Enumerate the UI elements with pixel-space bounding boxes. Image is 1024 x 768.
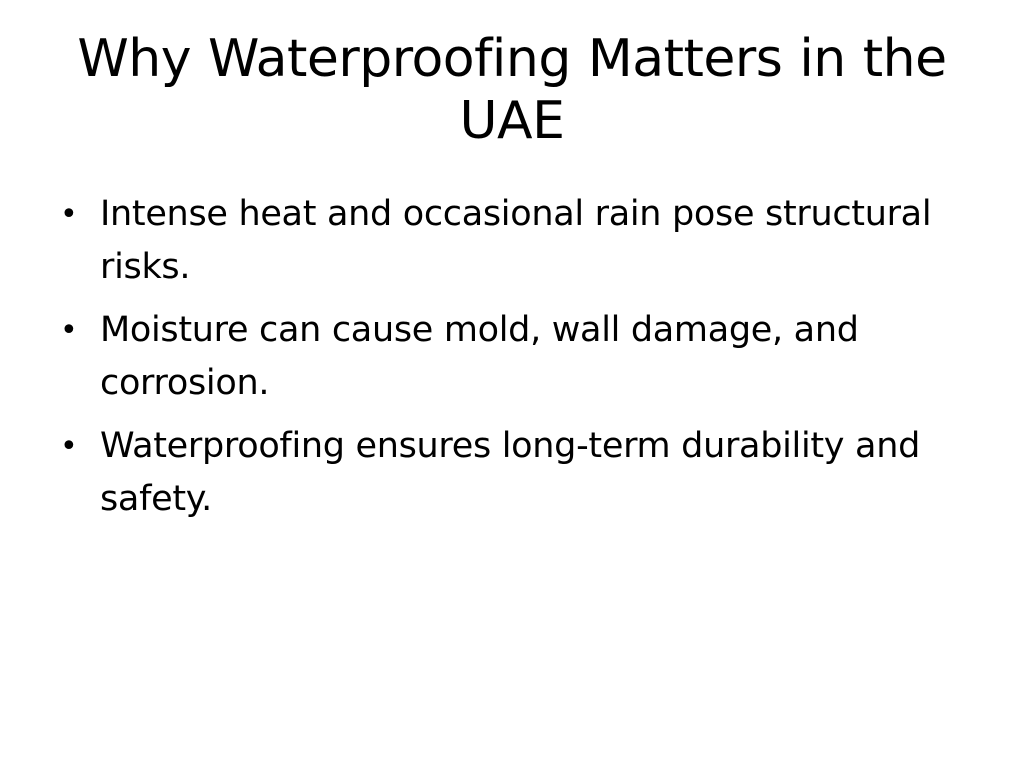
bullet-text: Moisture can cause mold, wall damage, and corrosion.	[100, 310, 859, 403]
bullet-item	[52, 304, 952, 410]
bullet-text: Intense heat and occasional rain pose structural risks.	[100, 194, 932, 287]
bullet-item	[52, 188, 952, 294]
slide-title: Why Waterproofing Matters in the UAE	[77, 29, 947, 151]
bullet-item	[52, 420, 952, 526]
bullet-icon: •	[60, 313, 78, 348]
bullet-list	[52, 188, 952, 526]
bullet-icon: •	[60, 197, 78, 232]
bullet-icon: •	[60, 429, 78, 464]
bullet-text: Waterproofing ensures long-term durability and safety.	[100, 426, 920, 519]
slide-content	[52, 188, 952, 536]
